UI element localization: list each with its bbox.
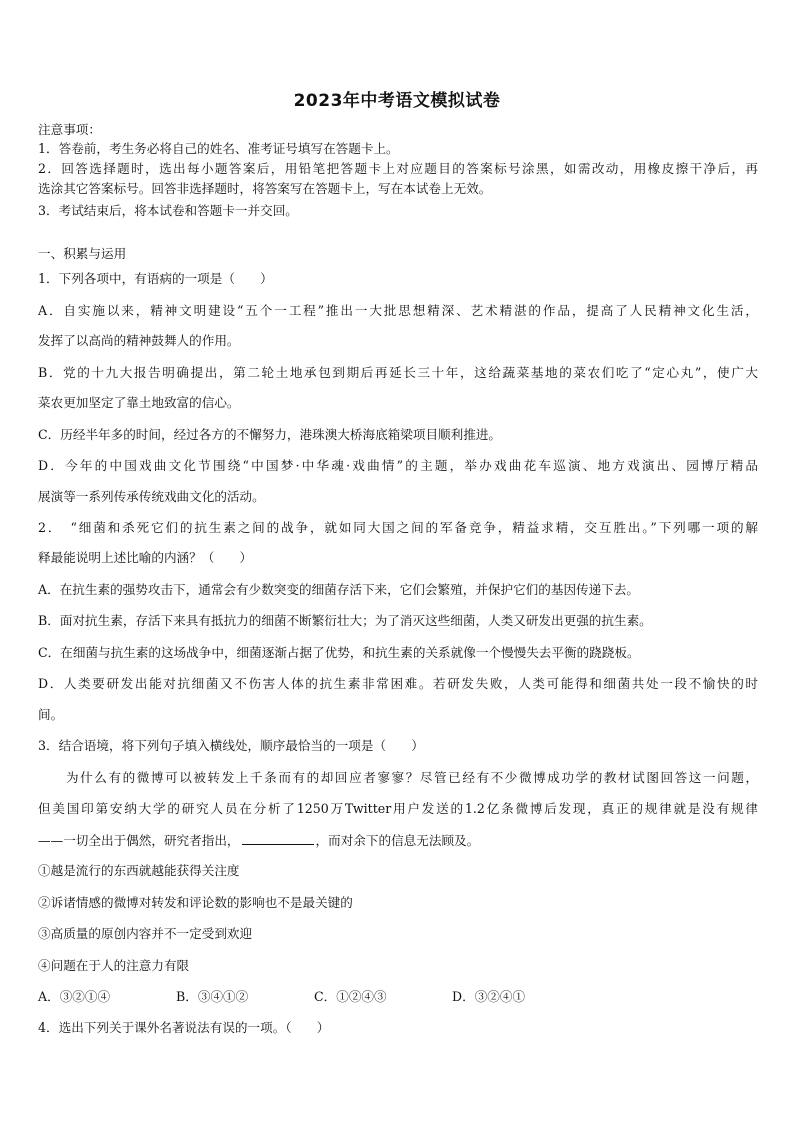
q1-option-d: D．今年的中国戏曲文化节围绕“中国梦·中华魂·戏曲情”的主题，举办戏曲花车巡演、地方戏演出、园博厅精品 — [38, 458, 758, 473]
q3-option-d: D．③②④① — [452, 989, 526, 1004]
q2-option-b: B．面对抗生素，存活下来具有抵抗力的细菌不断繁衍壮大；为了消灭这些细菌，人类又研发出更强的抗生素。 — [38, 613, 652, 628]
q3-sentence-3: ③高质量的原创内容并不一定受到欢迎 — [38, 926, 253, 941]
q1-option-a-cont: 发挥了以高尚的精神鼓舞人的作用。 — [38, 333, 240, 348]
q1-option-d-cont: 展演等一系列传承传统戏曲文化的活动。 — [38, 489, 265, 504]
q2-stem-cont: 释最能说明上述比喻的内涵？（ ） — [38, 550, 253, 565]
q3-sentence-4: ④问题在于人的注意力有限 — [38, 958, 190, 973]
notice-item-1: 1．答卷前，考生务必将自己的姓名、准考证号填写在答题卡上。 — [38, 141, 399, 156]
page-title: 2023年中考语文模拟试卷 — [293, 91, 501, 111]
q2-option-d: D．人类要研发出能对抗细菌又不伤害人体的抗生素非常困难。若研发失败，人类可能得和细菌共处一段不愉快的时 — [38, 676, 758, 691]
q3-sentence-1: ①越是流行的东西就越能获得关注度 — [38, 863, 240, 878]
q1-option-a: A．自实施以来，精神文明建设“五个一工程”推出一大批思想精深、艺术精湛的作品，提高了人民精神文化生活， — [38, 303, 758, 318]
q3-option-b: B．③④①② — [176, 989, 249, 1004]
q1-option-b-cont: 菜农更加坚定了靠土地致富的信心。 — [38, 395, 240, 410]
notice-item-2: 2．回答选择题时，选出每小题答案后，用铅笔把答题卡上对应题目的答案标号涂黑，如需改动，用橡皮擦干净后，再 — [38, 161, 758, 176]
q2-option-d-cont: 间。 — [38, 707, 64, 722]
q3-stem: 3．结合语境，将下列句子填入横线处，顺序最恰当的一项是（ ） — [38, 738, 424, 753]
q3-passage-text-a: ——一切全出于偶然，研究者指出， — [38, 833, 240, 848]
q3-option-a: A．③②①④ — [38, 989, 111, 1004]
q2-option-a: A．在抗生素的强势攻击下，通常会有少数突变的细菌存活下来，它们会繁殖，并保护它们的基因传递下去。 — [38, 582, 640, 597]
q4-stem: 4．选出下列关于课外名著说法有误的一项。（ ） — [38, 1020, 330, 1035]
q1-stem: 1．下列各项中，有语病的一项是（ ） — [38, 271, 273, 286]
notice-heading: 注意事项： — [38, 122, 101, 137]
q3-options — [38, 988, 758, 1006]
section-heading: 一、积累与运用 — [38, 246, 127, 261]
q3-passage-line-1: 为什么有的微博可以被转发上千条而有的却回应者寥寥？尽管已经有不少微博成功学的教材试图回答这一问题， — [66, 770, 758, 785]
q2-stem: 2． “细菌和杀死它们的抗生素之间的战争，就如同大国之间的军备竞争，精益求精，交互胜出。”下列哪一项的解 — [38, 520, 758, 535]
q3-sentence-2: ②诉诸情感的微博对转发和评论数的影响也不是最关键的 — [38, 895, 353, 910]
q3-passage-text-b: ，而对余下的信息无法顾及。 — [315, 833, 480, 848]
q2-option-c: C．在细菌与抗生素的这场战争中，细菌逐渐占据了优势，和抗生素的关系就像一个慢慢失去平衡的跷跷板。 — [38, 645, 640, 660]
q3-passage-line-3 — [38, 831, 758, 850]
notice-item-2-cont: 选涂其它答案标号。回答非选择题时，将答案写在答题卡上，写在本试卷上无效。 — [38, 181, 492, 196]
q1-option-b: B．党的十九大报告明确提出，第二轮土地承包到期后再延长三十年，这给蔬菜基地的菜农们吃了“定心丸”，使广大 — [38, 365, 758, 380]
q1-option-c: C．历经半年多的时间，经过各方的不懈努力，港珠澳大桥海底箱梁项目顺利推进。 — [38, 427, 502, 442]
notice-item-3: 3．考试结束后，将本试卷和答题卡一并交回。 — [38, 203, 298, 218]
q3-passage-line-2: 但美国印第安纳大学的研究人员在分析了1250万Twitter用户发送的1.2亿条微博后发现，真正的规律就是没有规律 — [38, 801, 758, 816]
answer-blank — [242, 831, 314, 845]
q3-option-c: C．①②④③ — [314, 989, 387, 1004]
